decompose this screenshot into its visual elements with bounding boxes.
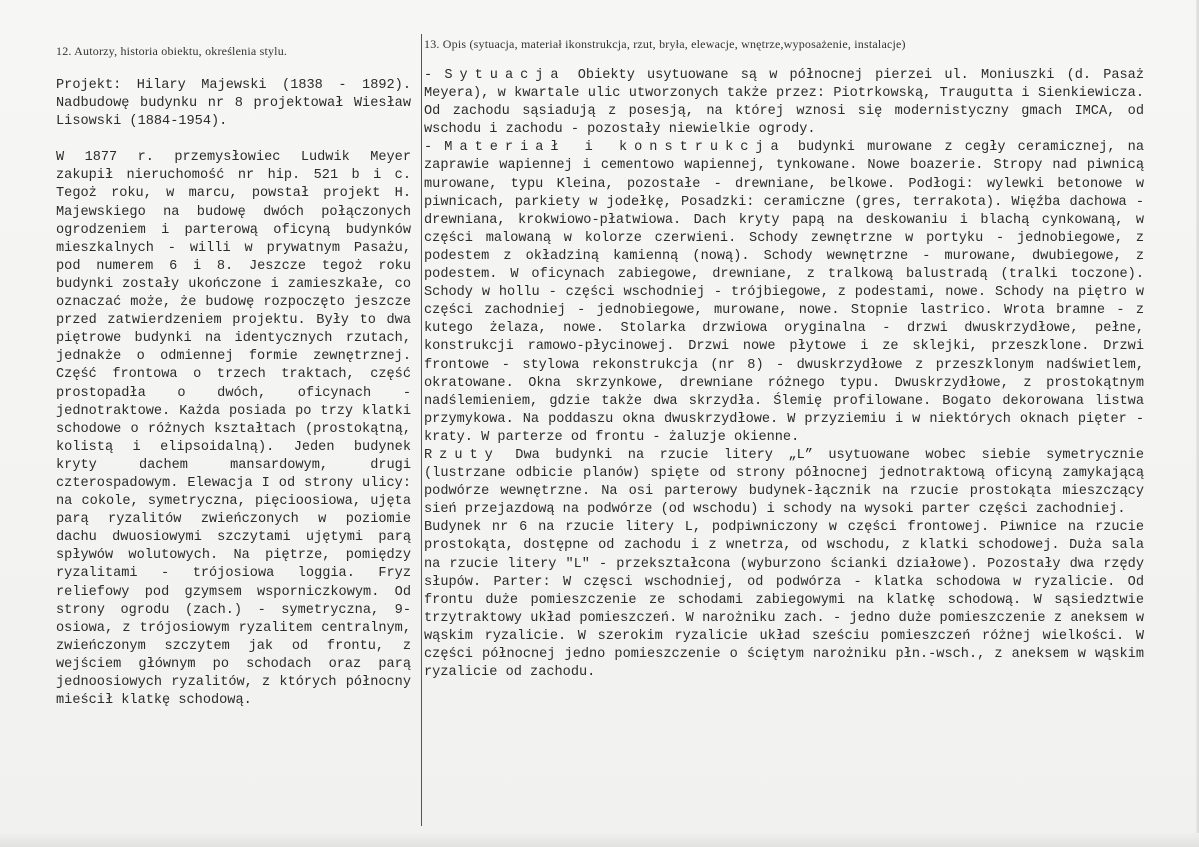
- paragraph-gap: [56, 131, 411, 149]
- authors-paragraph: Projekt: Hilary Majewski (1838 - 1892). Nadbudowę budynku nr 8 projektował Wiesław Lisowski (1884-1954).: [56, 78, 411, 130]
- plans-text: Dwa budynki na rzucie litery „L” usytuowane wobec siebie symetrycznie (lustrzane odbicie planów) spięte od strony północnej jednotraktową oficyną zamykającą podwórze wewnętrzne. Na osi parterowy budynek-łącznik na rzucie prostokąta mieszczący sień przejazdową na podwórze (od wschodu) i schody na wysoki parter części zachodniej.: [424, 447, 1144, 518]
- situation-text: Obiekty usytuowane są w północnej pierzei ul. Moniuszki (d. Pasaż Meyera), w kwartale ulic utworzonych także przez: Piotrkowską, Traugutta i Sienkiewicza. Od zachodu sąsiadują z posesją, na której wznosi się modernistyczny gmach IMCA, od wschodu i zachodu - pozostały niewielkie ogrody.: [424, 68, 1144, 138]
- situation-heading: Sytuacja: [444, 68, 566, 83]
- page-edge-bottom: [0, 833, 1199, 847]
- section-12-header: 12. Autorzy, historia obiektu, określenia stylu.: [56, 44, 288, 58]
- material-text: budynki murowane z cegły ceramicznej, na zaprawie wapiennej i cementowo wapiennej, tynkowane. Nowe boazerie. Stropy nad piwnicą murowane, typu Kleina, pozostałe - drewniane, belkowe. Podłogi: wylewki betonowe w piwnicach, parkiety w jodełkę, Posadzki: ceramiczne (gres, terrakota). Więźba dachowa - drewniana, krokwiowo-płatwiowa. Dach kryty papą na deskowaniu i blachą cynkowaną, w części malowaną w kolorze czerwieni. Schody zewnętrzne w portyku - jednobiegowe, z podestem z okładziną kamienną (nową). Schody wewnętrzne - murowane, dwubiegowe, z podestem. W oficynach zabiegowe, drewniane, z tralkową balustradą (tralki toczone). Schody w hollu - części wschodniej - trójbiegowe, z podestami, nowe. Schody na piętro w części zachodniej - jednobiegowe, murowane, nowe. Stopnie lastrico. Wrota bramne - z kutego żelaza, nowe. Stolarka drzwiowa oryginalna - drzwi dwuskrzydłowe, pełne, konstrukcji ramowo-płycinowej. Drzwi nowe płytowe i ze sklejki, przeszklone. Drzwi frontowe - stylowa rekonstrukcja (nr 8) - dwuskrzydłowe z przeszklonym nadświetlem, okratowane. Okna skrzynkowe, drewniane różnego typu. Dwuskrzydłowe, z prostokątnym nadślemieniem, gdzie także dwa skrzydła. Ślemię profilowane. Bogato dekorowana listwa przymykowa. Na poddaszu okna dwuskrzydłowe. W przyziemiu i w niektórych oknach pięter - kraty. W parterze od frontu - żaluzje okienne.: [424, 140, 1144, 445]
- column-divider: [421, 34, 422, 826]
- plans-paragraph: [424, 447, 1144, 519]
- material-heading: Materiał i konstrukcja: [444, 140, 786, 156]
- plans-heading: Rzuty: [424, 447, 500, 463]
- right-column: [424, 37, 1144, 682]
- history-paragraph: W 1877 r. przemysłowiec Ludwik Meyer zakupił nieruchomość nr hip. 521 b i c. Tegoż roku, w marcu, powstał projekt H. Majewskiego na budowę dwóch połączonych ogrodzeniem i parterową oficyną budynków mieszkalnych - willi w prywatnym Pasażu, pod numerem 6 i 8. Jeszcze tegoż roku budynki zostały ukończone i zamieszkałe, co oznaczać może, że budowę rozpoczęto jeszcze przed zatwierdzeniem projektu. Były to dwa piętrowe budynki na identycznych rzutach, jednakże o odmiennej formie zewnętrznej. Część frontowa o trzech traktach, część prostopadła o dwóch, oficynach - jednotraktowe. Każda posiada po trzy klatki schodowe o różnych kształtach (prostokątną, kolistą i elipsoidalną). Jeden budynek kryty dachem mansardowym, drugi czterospadowym. Elewacja I od strony ulicy: na cokole, symetryczna, pięcioosiowa, ujęta parą ryzalitów zwieńczonych w poziomie dachu dwuosiowymi szczytami ujętymi parą spływów wolutowych. Na piętrze, pomiędzy ryzalitami - trójosiowa loggia. Fryz reliefowy pod gzymsem wsporniczkowym. Od strony ogrodu (zach.) - symetryczna, 9-osiowa, z trójosiowym ryzalitem centralnym, zwieńczonym szczytem jak od frontu, z wejściem głównym po schodach oraz parą jednoosiowych ryzalitów, z których północny mieścił klatkę schodową.: [56, 150, 411, 709]
- left-column: [56, 44, 411, 710]
- situation-paragraph: - Sytuacja Obiekty usytuowane są w północnej pierzei ul. Moniuszki (d. Pasaż Meyera), w kwartale ulic utworzonych także przez: Piotrkowską, Traugutta i Sienkiewicza. Od zachodu sąsiadują z posesją, na której wznosi się modernistyczny gmach IMCA, od wschodu i zachodu - pozostały niewielkie ogrody.: [424, 68, 1144, 138]
- building-6-paragraph: Budynek nr 6 na rzucie litery L, podpiwniczony w części frontowej. Piwnice na rzucie prostokąta, dostępne od zachodu i z wnetrza, od wschodu, z klatki schodowej. Duża sala na rzucie litery "L" - przekształcona (wyburzono ścianki działowe). Pozostały dwa rzędy słupów. Parter: W częsci wschodniej, od podwórza - klatka schodowa w ryzalicie. Od frontu duże pomieszczenie ze schodami zabiegowymi na klatkę schodową. W sąsiedztwie trzytraktowy układ pomieszczeń. W narożniku zach. - jedno duże pomieszczenie z aneksem w wąskim ryzalicie. W szerokim ryzalicie układ sześciu pomieszczeń różnej wielkości. W części północnej jedno pomieszczenie o ściętym narożniku płn.-wsch., z aneksem w wąskim ryzalicie od zachodu.: [424, 520, 1144, 681]
- section-13-header: 13. Opis (sytuacja, materiał ikonstrukcja, rzut, bryła, elewacje, wnętrze,wyposażenie, instalacje): [424, 37, 906, 51]
- material-paragraph: - Materiał i konstrukcja budynki murowane z cegły ceramicznej, na zaprawie wapiennej i cementowo wapiennej, tynkowane. Nowe boazerie. Stropy nad piwnicą murowane, typu Kleina, pozostałe - drewniane, belkowe. Podłogi: wylewki betonowe w piwnicach, parkiety w jodełkę, Posadzki: ceramiczne (gres, terrakota). Więźba dachowa - drewniana, krokwiowo-płatwiowa. Dach kryty papą na deskowaniu i blachą cynkowaną, w części malowaną w kolorze czerwieni. Schody zewnętrzne w portyku - jednobiegowe, z podestem z okładziną kamienną (nową). Schody wewnętrzne - murowane, dwubiegowe, z podestem. W oficynach zabiegowe, drewniane, z tralkową balustradą (tralki toczone). Schody w hollu - części wschodniej - trójbiegowe, z podestami, nowe. Schody na piętro w części zachodniej - jednobiegowe, murowane, nowe. Stopnie lastrico. Wrota bramne - z kutego żelaza, nowe. Stolarka drzwiowa oryginalna - drzwi dwuskrzydłowe, pełne, konstrukcji ramowo-płycinowej. Drzwi nowe płytowe i ze sklejki, przeszklone. Drzwi frontowe - stylowa rekonstrukcja (nr 8) - dwuskrzydłowe z przeszklonym nadświetlem, okratowane. Okna skrzynkowe, drewniane różnego typu. Dwuskrzydłowe, z prostokątnym nadślemieniem, gdzie także dwa skrzydła. Ślemię profilowane. Bogato dekorowana listwa przymykowa. Na poddaszu okna dwuskrzydłowe. W przyziemiu i w niektórych oknach pięter - kraty. W parterze od frontu - żaluzje okienne.: [424, 140, 1144, 445]
